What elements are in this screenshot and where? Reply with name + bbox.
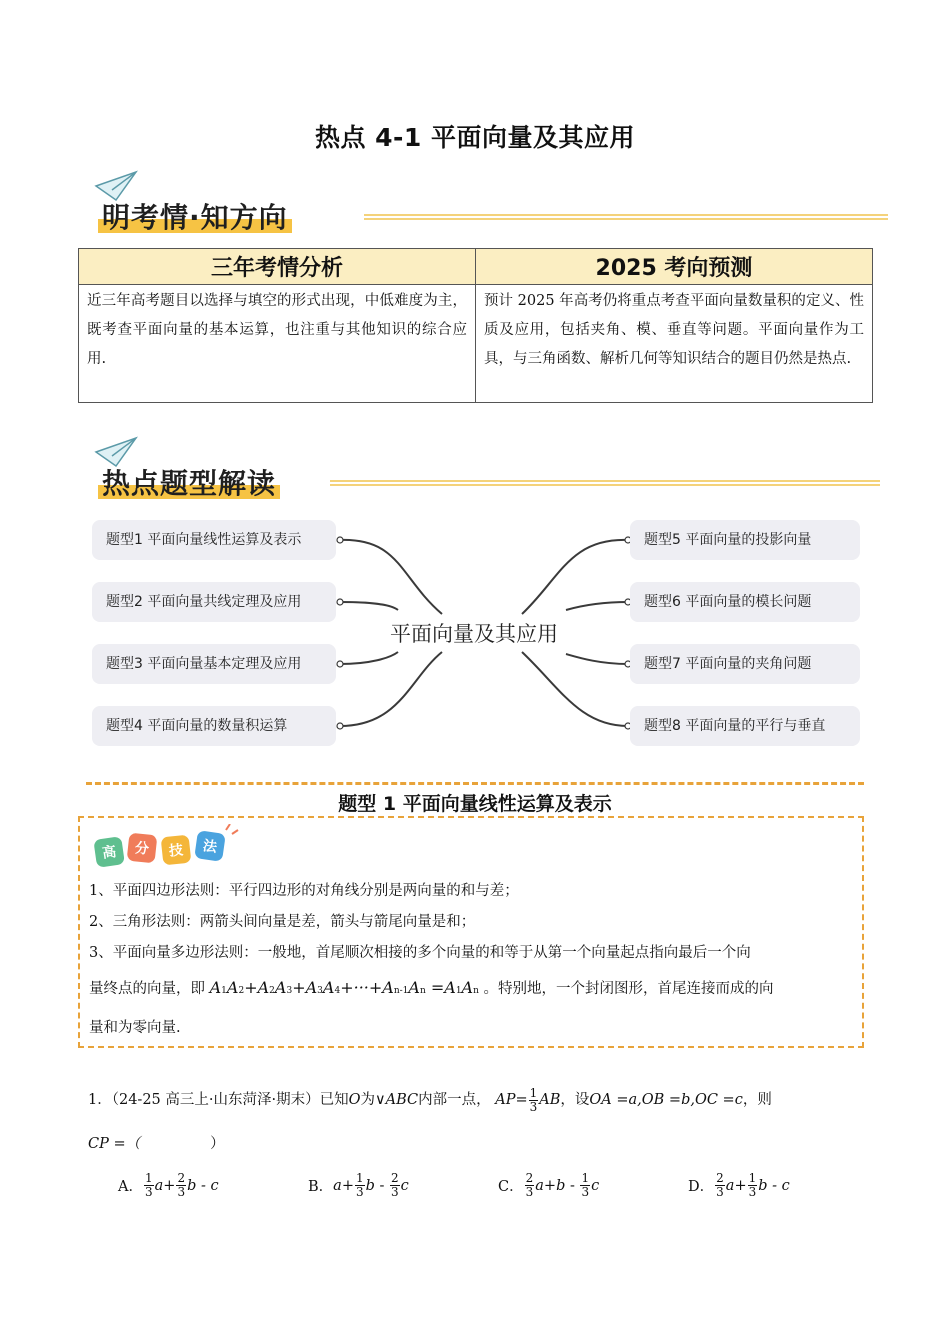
analysis-header-forecast: 2025 考向预测 [476,249,873,285]
tip-line-5: 量和为零向量. [89,1020,181,1036]
exam-analysis-table [78,248,873,403]
mindmap-topic-5: 题型5 平面向量的投影向量 [630,520,860,560]
analysis-cell-past: 近三年高考题目以选择与填空的形式出现，中低难度为主，既考查平面向量的基本运算，也注重与其他知识的综合应用. [79,285,476,403]
analysis-cell-forecast: 预计 2025 年高考仍将重点考查平面向量数量积的定义、性质及应用，包括夹角、模、垂直等问题。平面向量作为工具，与三角函数、解析几何等知识结合的题目仍然是热点. [476,285,873,403]
tip-line-4: 量终点的向量，即 A1A2+A2A3+A3A4+···+An-1An =A1An 。特别地，一个封闭图形，首尾连接而成的向 [89,978,774,997]
mindmap-topic-4: 题型4 平面向量的数量积运算 [92,706,336,746]
badge-char-1: 高 [101,844,118,862]
banner-label: 明考情·知方向 [98,196,292,236]
banner-rule [330,480,880,488]
option-b[interactable]: B． a + $\frac{1}{3}$ b - $\frac{2}{3}$ c [308,1171,409,1199]
badge-char-3: 技 [168,842,184,860]
option-d[interactable]: D． $\frac{2}{3}$ a + $\frac{1}{3}$ b - c [688,1171,790,1199]
option-a[interactable]: A． $\frac{1}{3}$ a + $\frac{2}{3}$ b - c [118,1171,219,1199]
tip-line-1: 1、平面四边形法则：平行四边形的对角线分别是两向量的和与差； [89,883,519,899]
option-c[interactable]: C． $\frac{2}{3}$ a + b - $\frac{1}{3}$ c [498,1171,600,1199]
mindmap-topic-7: 题型7 平面向量的夹角问题 [630,644,860,684]
polygon-vector-formula: A1A2+A2A3+A3A4+···+An-1An =A1An [209,978,479,997]
question-1-ask: CP =（ ） [88,1136,225,1152]
badge-char-2: 分 [134,840,150,858]
topic-mindmap [90,518,860,750]
high-score-tips-badge [92,824,252,872]
mindmap-topic-1: 题型1 平面向量线性运算及表示 [92,520,336,560]
section-banner-hot-types [92,436,892,500]
tip-line-2: 2、三角形法则：两箭头间向量是差，箭头与箭尾向量是和； [89,914,476,930]
mindmap-topic-3: 题型3 平面向量基本定理及应用 [92,644,336,684]
mindmap-center: 平面向量及其应用 [390,622,558,646]
analysis-header-past: 三年考情分析 [79,249,476,285]
badge-char-4: 法 [201,838,218,856]
question-1-stem: 1．（24-25 高三上·山东菏泽·期末）已知O为∨ABC内部一点， AP= $\frac{1}{3}$ AB，设OA =a,OB =b,OC =c，则 [88,1085,772,1114]
banner-rule [364,214,888,222]
question-1 [88,1080,868,1199]
type1-tips-box [78,816,864,1048]
mindmap-topic-6: 题型6 平面向量的模长问题 [630,582,860,622]
type1-header: 题型 1 平面向量线性运算及表示 [86,782,864,816]
section-banner-exam-analysis [92,170,892,234]
tip-line-3: 3、平面向量多边形法则：一般地，首尾顺次相接的多个向量的和等于从第一个向量起点指向最后一个向 [89,945,751,961]
mindmap-topic-2: 题型2 平面向量共线定理及应用 [92,582,336,622]
page-title: 热点 4-1 平面向量及其应用 [314,123,636,152]
question-1-options [88,1172,868,1199]
mindmap-topic-8: 题型8 平面向量的平行与垂直 [630,706,860,746]
banner-label: 热点题型解读 [98,462,280,502]
